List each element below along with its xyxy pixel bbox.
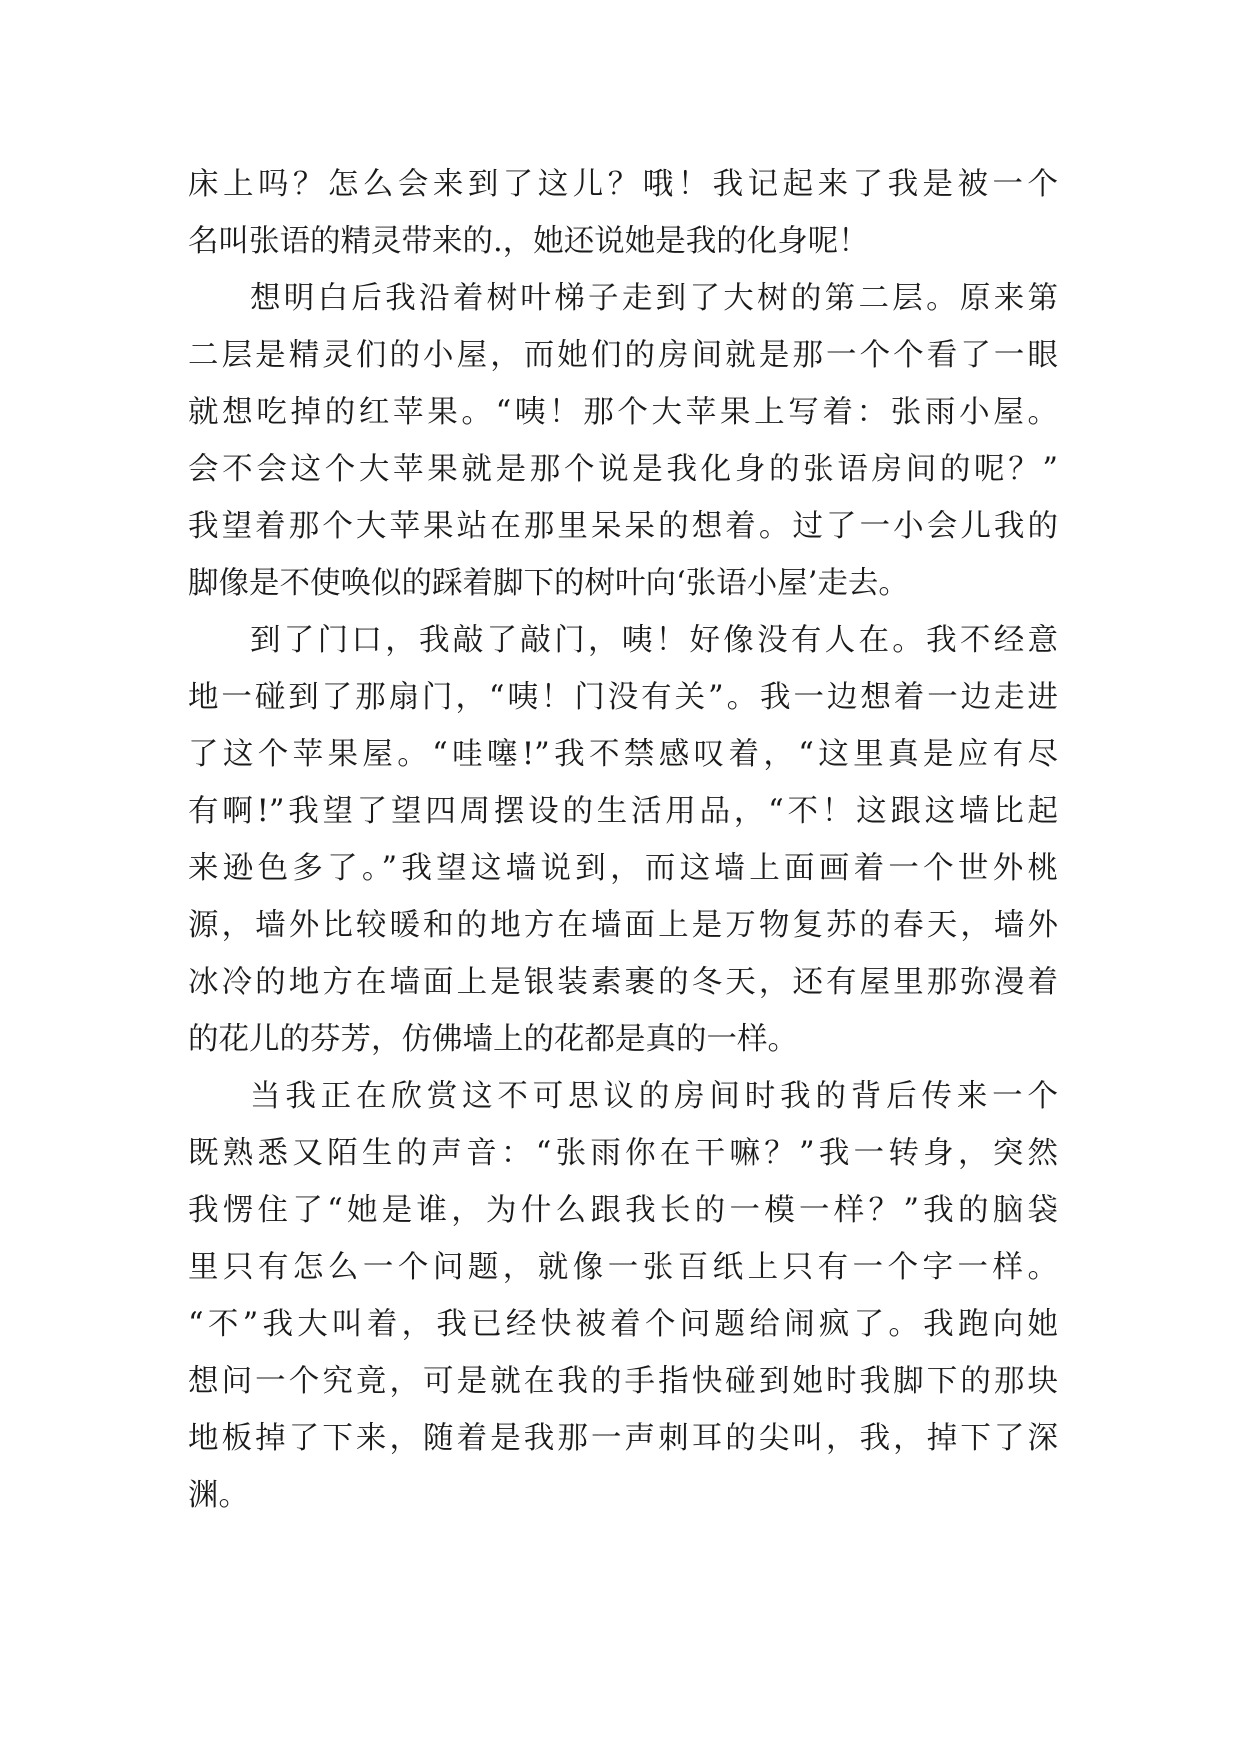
text-line: 了这个苹果屋。“哇噻!”我不禁感叹着，“这里真是应有尽: [188, 737, 1058, 772]
text-line: 名叫张语的精灵带来的.，她还说她是我的化身呢！: [188, 224, 869, 259]
text-line: 我愣住了“她是谁，为什么跟我长的一模一样？”我的脑袋: [188, 1193, 1058, 1228]
text-line: 会不会这个大苹果就是那个说是我化身的张语房间的呢？”: [188, 452, 1058, 487]
text-line: 我望着那个大苹果站在那里呆呆的想着。过了一小会儿我的: [188, 509, 1058, 544]
text-line: 脚像是不使唤似的踩着脚下的树叶向‘张语小屋’走去。: [188, 566, 909, 601]
text-line: 的花儿的芬芳，仿佛墙上的花都是真的一样。: [188, 1022, 798, 1057]
text-line: 渊。: [188, 1478, 249, 1513]
text-line: 当我正在欣赏这不可思议的房间时我的背后传来一个: [250, 1079, 1058, 1114]
text-line: 到了门口，我敲了敲门，咦！好像没有人在。我不经意: [250, 623, 1058, 658]
text-line: 想问一个究竟，可是就在我的手指快碰到她时我脚下的那块: [188, 1364, 1058, 1399]
text-line: “不”我大叫着，我已经快被着个问题给闹疯了。我跑向她: [188, 1307, 1058, 1342]
text-line: 既熟悉又陌生的声音：“张雨你在干嘛？”我一转身，突然: [188, 1136, 1058, 1171]
text-line: 里只有怎么一个问题，就像一张百纸上只有一个字一样。: [188, 1250, 1058, 1285]
text-line: 有啊!”我望了望四周摆设的生活用品，“不！这跟这墙比起: [188, 794, 1058, 829]
text-line: 想明白后我沿着树叶梯子走到了大树的第二层。原来第: [250, 281, 1058, 316]
text-line: 就想吃掉的红苹果。“咦！那个大苹果上写着：张雨小屋。: [188, 395, 1058, 430]
text-line: 床上吗？怎么会来到了这儿？哦！我记起来了我是被一个: [188, 167, 1058, 202]
text-line: 源，墙外比较暖和的地方在墙面上是万物复苏的春天，墙外: [188, 908, 1058, 943]
text-line: 来逊色多了。”我望这墙说到，而这墙上面画着一个世外桃: [188, 851, 1058, 886]
text-line: 地一碰到了那扇门，“咦！门没有关”。我一边想着一边走进: [188, 680, 1058, 715]
text-line: 冰冷的地方在墙面上是银装素裹的冬天，还有屋里那弥漫着: [188, 965, 1058, 1000]
body-text: [188, 156, 1058, 1524]
text-line: 地板掉了下来，随着是我那一声刺耳的尖叫，我，掉下了深: [188, 1421, 1058, 1456]
text-line: 二层是精灵们的小屋，而她们的房间就是那一个个看了一眼: [188, 338, 1058, 373]
